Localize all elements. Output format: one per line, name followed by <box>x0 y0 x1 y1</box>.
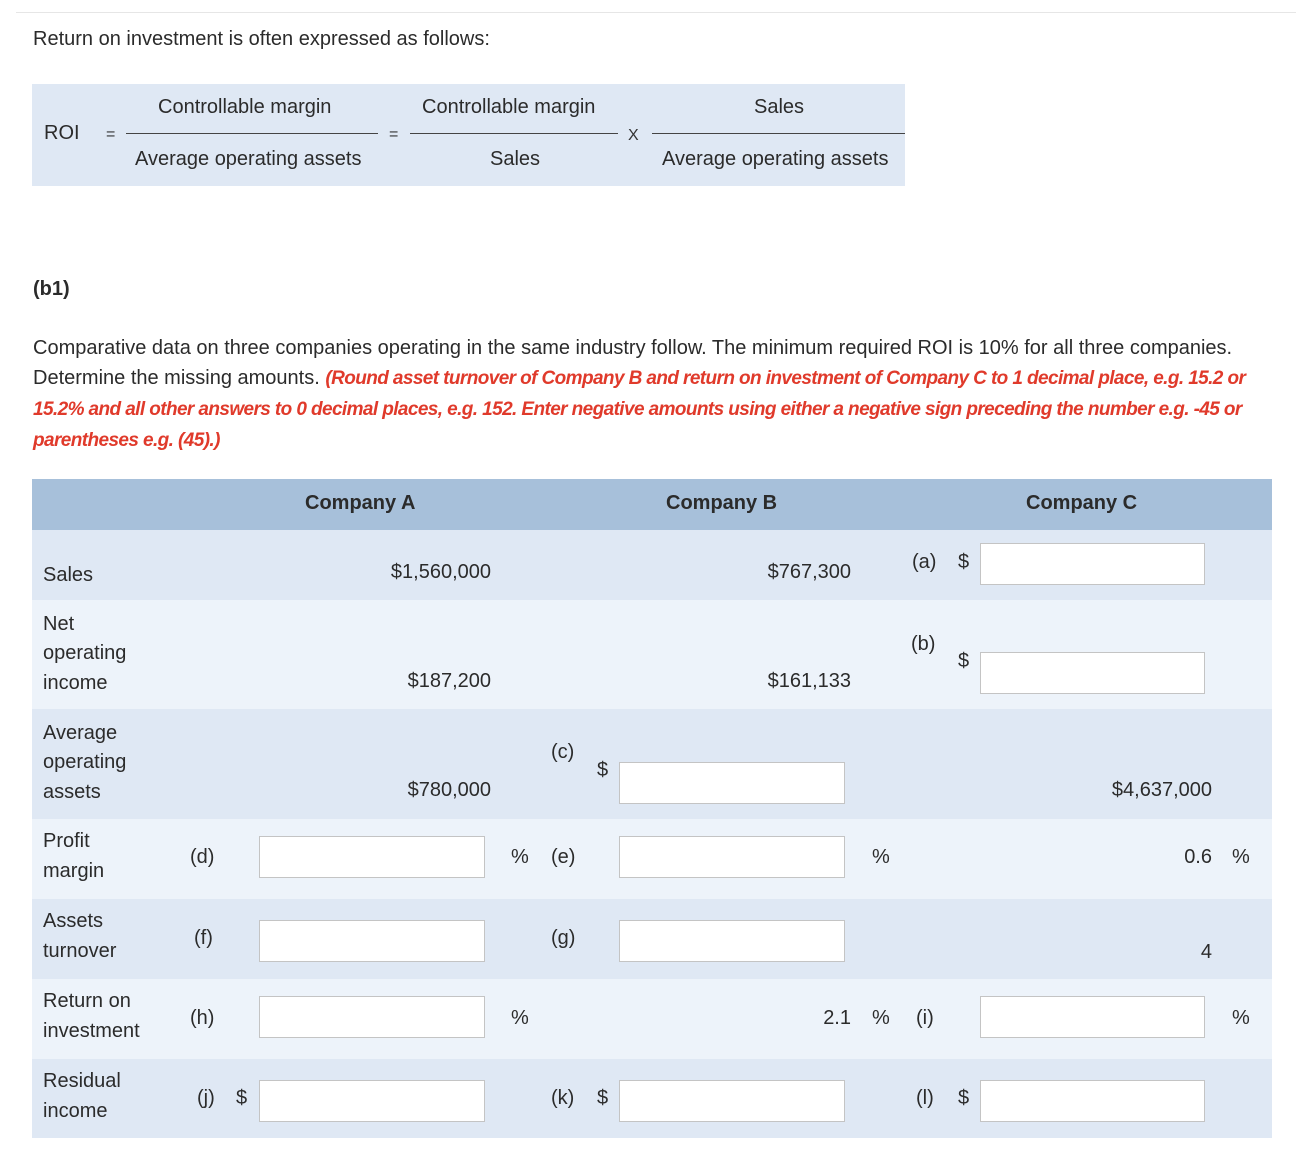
row-label-line2: operating <box>43 642 127 664</box>
answer-letter-a: (a) <box>912 551 937 573</box>
answer-letter-e: (e) <box>551 846 576 868</box>
sales-company-c-input[interactable] <box>980 543 1205 585</box>
residual-income-company-b-input[interactable] <box>619 1080 845 1122</box>
formula-roi-label: ROI <box>44 122 80 144</box>
table-row-profit-margin <box>32 819 1272 899</box>
aoa-company-a: $780,000 <box>407 779 491 801</box>
percent-sign: % <box>1232 846 1250 868</box>
row-label-line1: Net <box>43 613 75 635</box>
roi-company-b: 2.1 <box>823 1007 851 1029</box>
formula-equals-2: = <box>389 126 399 143</box>
top-divider <box>16 12 1296 13</box>
table-row-return-on-investment <box>32 979 1272 1059</box>
table-row-net-operating-income <box>32 600 1272 709</box>
answer-letter-g: (g) <box>551 927 576 949</box>
answer-letter-h: (h) <box>190 1007 215 1029</box>
answer-letter-j: (j) <box>197 1087 215 1109</box>
dollar-sign: $ <box>958 650 970 672</box>
answer-letter-d: (d) <box>190 846 215 868</box>
percent-sign: % <box>872 846 890 868</box>
row-label-line3: income <box>43 672 108 694</box>
formula-frac3-bar <box>652 133 905 134</box>
formula-frac1-bar <box>126 133 378 134</box>
comparison-table <box>32 479 1272 1138</box>
instructions <box>33 333 1273 456</box>
roi-company-a-input[interactable] <box>259 996 485 1038</box>
sales-company-a: $1,560,000 <box>390 561 491 583</box>
row-label-line2: operating <box>43 751 127 773</box>
profit-margin-company-c: 0.6 <box>1184 846 1212 868</box>
formula-frac2-denominator: Sales <box>490 148 541 170</box>
row-label-line3: assets <box>43 781 101 803</box>
row-label-line1: Residual <box>43 1070 121 1092</box>
assets-turnover-company-a-input[interactable] <box>259 920 485 962</box>
aoa-company-b-input[interactable] <box>619 762 845 804</box>
dollar-sign: $ <box>958 551 970 573</box>
residual-income-company-a-input[interactable] <box>259 1080 485 1122</box>
sales-company-b: $767,300 <box>767 561 851 583</box>
formula-equals-1: = <box>106 126 116 143</box>
row-label-line2: turnover <box>43 940 117 962</box>
row-label-line1: Return on <box>43 990 131 1012</box>
answer-letter-i: (i) <box>916 1007 934 1029</box>
formula-times: X <box>628 127 639 144</box>
section-label: (b1) <box>33 278 70 300</box>
intro-text: Return on investment is often expressed as follows: <box>33 28 490 50</box>
header-company-a: Company A <box>305 492 416 514</box>
instructions-text: Comparative data on three companies operating in the same industry follow. The minimum required ROI is 10% for all three companies. Determine the missing amounts. <box>33 337 1233 389</box>
table-row-assets-turnover <box>32 899 1272 979</box>
answer-letter-f: (f) <box>194 927 213 949</box>
answer-letter-c: (c) <box>551 741 575 763</box>
formula-frac1-numerator: Controllable margin <box>158 96 332 118</box>
dollar-sign: $ <box>597 1087 609 1109</box>
table-row-residual-income <box>32 1059 1272 1138</box>
answer-letter-b: (b) <box>911 633 936 655</box>
table-header <box>32 479 1272 530</box>
row-label-line1: Average <box>43 722 118 744</box>
formula-frac2-bar <box>410 133 618 134</box>
assets-turnover-company-c: 4 <box>1200 941 1212 963</box>
formula-frac2-numerator: Controllable margin <box>422 96 596 118</box>
row-label-line2: margin <box>43 860 105 882</box>
row-label-line1: Assets <box>43 910 104 932</box>
percent-sign: % <box>872 1007 890 1029</box>
answer-letter-k: (k) <box>551 1087 575 1109</box>
profit-margin-company-a-input[interactable] <box>259 836 485 878</box>
table-row-sales <box>32 530 1272 600</box>
row-label-line2: investment <box>43 1020 140 1042</box>
percent-sign: % <box>511 1007 529 1029</box>
profit-margin-company-b-input[interactable] <box>619 836 845 878</box>
row-label-line1: Profit <box>43 830 90 852</box>
dollar-sign: $ <box>597 759 609 781</box>
formula-frac3-denominator: Average operating assets <box>662 148 889 170</box>
percent-sign: % <box>1232 1007 1250 1029</box>
roi-company-c-input[interactable] <box>980 996 1205 1038</box>
header-company-b: Company B <box>666 492 778 514</box>
roi-formula <box>32 84 905 186</box>
dollar-sign: $ <box>958 1087 970 1109</box>
assets-turnover-company-b-input[interactable] <box>619 920 845 962</box>
residual-income-company-c-input[interactable] <box>980 1080 1205 1122</box>
noi-company-c-input[interactable] <box>980 652 1205 694</box>
answer-letter-l: (l) <box>916 1087 934 1109</box>
noi-company-b: $161,133 <box>767 670 851 692</box>
row-label: Sales <box>43 564 94 586</box>
formula-frac1-denominator: Average operating assets <box>135 148 362 170</box>
noi-company-a: $187,200 <box>407 670 491 692</box>
aoa-company-c: $4,637,000 <box>1111 779 1212 801</box>
header-company-c: Company C <box>1026 492 1138 514</box>
row-label-line2: income <box>43 1100 108 1122</box>
percent-sign: % <box>511 846 529 868</box>
formula-frac3-numerator: Sales <box>754 96 805 118</box>
instructions-note: (Round asset turnover of Company B and return on investment of Company C to 1 decimal place, e.g. 15.2 or 15.2% and all other answers to 0 decimal places, e.g. 152. Enter negative amounts using either a negative sign preceding the number e.g. -45 or parentheses e.g. (45).) <box>33 368 1246 451</box>
dollar-sign: $ <box>236 1087 248 1109</box>
table-row-average-operating-assets <box>32 709 1272 819</box>
